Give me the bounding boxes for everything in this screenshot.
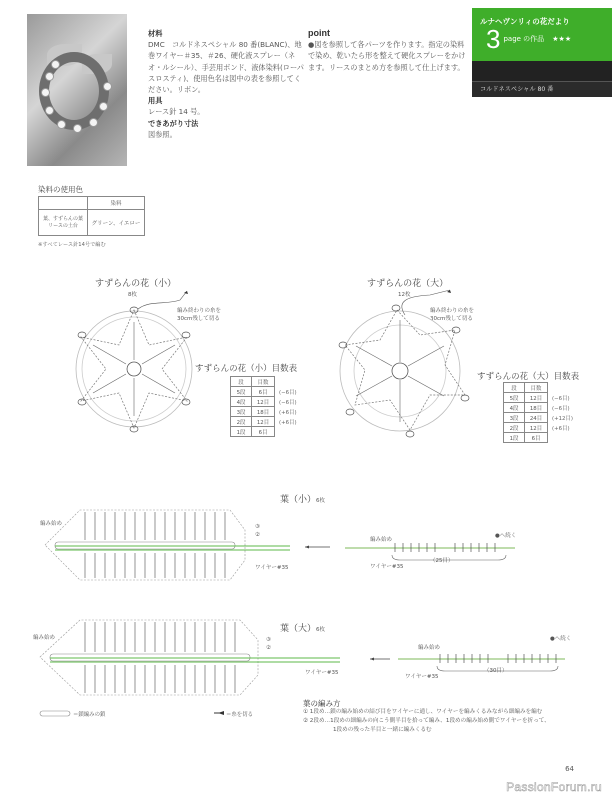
size-heading: できあがり寸法 bbox=[148, 118, 199, 128]
count-cell: 18目 bbox=[252, 407, 275, 417]
dye-col-header: 染料 bbox=[88, 197, 145, 210]
diff-cell: (+6目) bbox=[279, 419, 297, 426]
legend-chain: ＝鎖編みの鎖 bbox=[73, 712, 106, 718]
small-flower-title: すずらんの花（小） bbox=[95, 279, 177, 289]
materials-text: DMC コルドネスペシャル 80 番(BLANC)、地巻ワイヤー＃35、＃26、硬化液スプレー（ネオ・ルシール）、手芸用ボンド、液体染料(ローパスロスティ)、使用色名は図中の表を参照してください。リボン。 bbox=[148, 40, 304, 95]
dye-row-label: 葉、すずらんの葉リースの土台 bbox=[39, 210, 88, 236]
row-cell: 4段 bbox=[231, 397, 252, 407]
leaf-small-start-right: 編み始め bbox=[370, 537, 393, 543]
leaf-small-wire-right: ワイヤー#35 bbox=[370, 564, 404, 570]
diff-cell: (−6目) bbox=[279, 389, 297, 396]
row-cell: 1段 bbox=[231, 427, 252, 437]
legend-cut: ＝糸を切る bbox=[226, 712, 253, 718]
leaf-large-row2: ② bbox=[266, 645, 271, 651]
diff-cell: (−6目) bbox=[279, 399, 297, 406]
count-cell: 24目 bbox=[525, 413, 548, 423]
row-cell: 3段 bbox=[504, 413, 525, 423]
materials-heading: 材料 bbox=[148, 29, 163, 38]
series-title: ルナヘヴンリィの花だより bbox=[480, 17, 570, 26]
page-ref-suffix: page の作品 bbox=[503, 35, 545, 43]
leaf-small-count: 6枚 bbox=[316, 498, 326, 504]
col-header-count: 目数 bbox=[525, 383, 548, 393]
row-cell: 2段 bbox=[504, 423, 525, 433]
dye-table-heading: 染料の使用色 bbox=[38, 185, 83, 194]
diff-cell: (+12目) bbox=[552, 415, 573, 422]
diff-cell: (+6目) bbox=[279, 409, 297, 416]
count-cell: 12目 bbox=[525, 393, 548, 403]
dye-row-value: グリーン、イエロー bbox=[88, 210, 145, 236]
count-cell: 12目 bbox=[252, 397, 275, 407]
leaf-small-start: 編み始め bbox=[40, 521, 63, 527]
leaf-small-row2: ② bbox=[255, 532, 260, 538]
small-flower-table-title: すずらんの花（小）目数表 bbox=[195, 364, 298, 374]
leaf-large-wire: ワイヤー#35 bbox=[305, 670, 339, 676]
size-text: 図参照。 bbox=[148, 129, 177, 139]
hook-note: ※すべてレース針14号で編む bbox=[38, 242, 106, 248]
leaf-large-start-right: 編み始め bbox=[418, 645, 441, 651]
large-flower-note-1: 編み終わりの糸を bbox=[430, 308, 475, 314]
small-flower-count: 8枚 bbox=[128, 292, 137, 298]
count-cell: 6目 bbox=[252, 387, 275, 397]
leaf-small-continue: ●へ続く bbox=[495, 533, 517, 539]
row-cell: 5段 bbox=[504, 393, 525, 403]
diff-cell: (−6目) bbox=[552, 395, 570, 402]
count-cell: 18目 bbox=[525, 403, 548, 413]
row-cell: 5段 bbox=[231, 387, 252, 397]
count-cell: 12目 bbox=[252, 417, 275, 427]
large-flower-note-2: 30cm残して切る bbox=[430, 316, 473, 322]
tools-text: レース針 14 号。 bbox=[148, 107, 205, 117]
instructions-step-2b: 1段めの残った半目と一緒に編みくるむ bbox=[333, 727, 432, 733]
col-header-row: 段 bbox=[231, 377, 252, 387]
watermark: PassionForum.ru bbox=[506, 780, 602, 794]
tools-heading: 用具 bbox=[148, 96, 163, 106]
leaf-large-row3: ③ bbox=[266, 637, 271, 643]
instructions-heading: 葉の編み方 bbox=[303, 699, 341, 708]
large-flower-table-title: すずらんの花（大）目数表 bbox=[477, 372, 580, 382]
large-flower-count: 12枚 bbox=[398, 292, 411, 298]
col-header-row: 段 bbox=[504, 383, 525, 393]
row-cell: 1段 bbox=[504, 433, 525, 443]
leaf-small-row3: ③ bbox=[255, 524, 260, 530]
leaf-small-stitch-count: （25目） bbox=[430, 558, 454, 564]
diff-cell: (−6目) bbox=[552, 405, 570, 412]
small-flower-note-2: 30cm残して切る bbox=[177, 316, 220, 322]
point-text: ●図を参照して各パーツを作ります。指定の染料で染め、乾いたら形を整えて硬化スプレーをかけます。リースのまとめ方を参照して仕上げます。 bbox=[308, 40, 466, 72]
instructions-step-2a: ② 2段め…1段めの細編みの向こう側半目を拾って編み、1段めの編み始め側でワイヤーを折って、 bbox=[303, 718, 550, 724]
leaf-small-title-text: 葉（小） bbox=[280, 495, 317, 505]
instructions-step-1: ① 1段め…鎖の編み始めの結び目をワイヤーに通し、ワイヤーを編みくるみながら細編みを編む bbox=[303, 709, 543, 715]
page-number: 64 bbox=[565, 765, 574, 773]
count-cell: 6目 bbox=[525, 433, 548, 443]
point-heading: point bbox=[308, 28, 330, 38]
small-flower-note-1: 編み終わりの糸を bbox=[177, 308, 222, 314]
difficulty-stars: ★★★ bbox=[552, 35, 572, 43]
page-ref-number: 3 bbox=[486, 24, 501, 54]
leaf-large-count: 6枚 bbox=[316, 627, 326, 633]
row-cell: 3段 bbox=[231, 407, 252, 417]
leaf-large-start: 編み始め bbox=[33, 635, 56, 641]
leaf-large-continue: ●へ続く bbox=[550, 636, 572, 642]
yarn-label: コルドネスペシャル 80 番 bbox=[472, 81, 612, 97]
leaf-large-title-text: 葉（大） bbox=[280, 624, 317, 634]
col-header-count: 目数 bbox=[252, 377, 275, 387]
leaf-instructions bbox=[303, 699, 603, 735]
row-cell: 4段 bbox=[504, 403, 525, 413]
large-flower-title: すずらんの花（大） bbox=[367, 279, 449, 289]
row-cell: 2段 bbox=[231, 417, 252, 427]
leaf-small-wire: ワイヤー#35 bbox=[255, 565, 289, 571]
count-cell: 6目 bbox=[252, 427, 275, 437]
count-cell: 12目 bbox=[525, 423, 548, 433]
diff-cell: (+6目) bbox=[552, 425, 570, 432]
leaf-large-stitch-count: （30目） bbox=[484, 668, 508, 674]
leaf-large-wire-right: ワイヤー#35 bbox=[405, 674, 439, 680]
